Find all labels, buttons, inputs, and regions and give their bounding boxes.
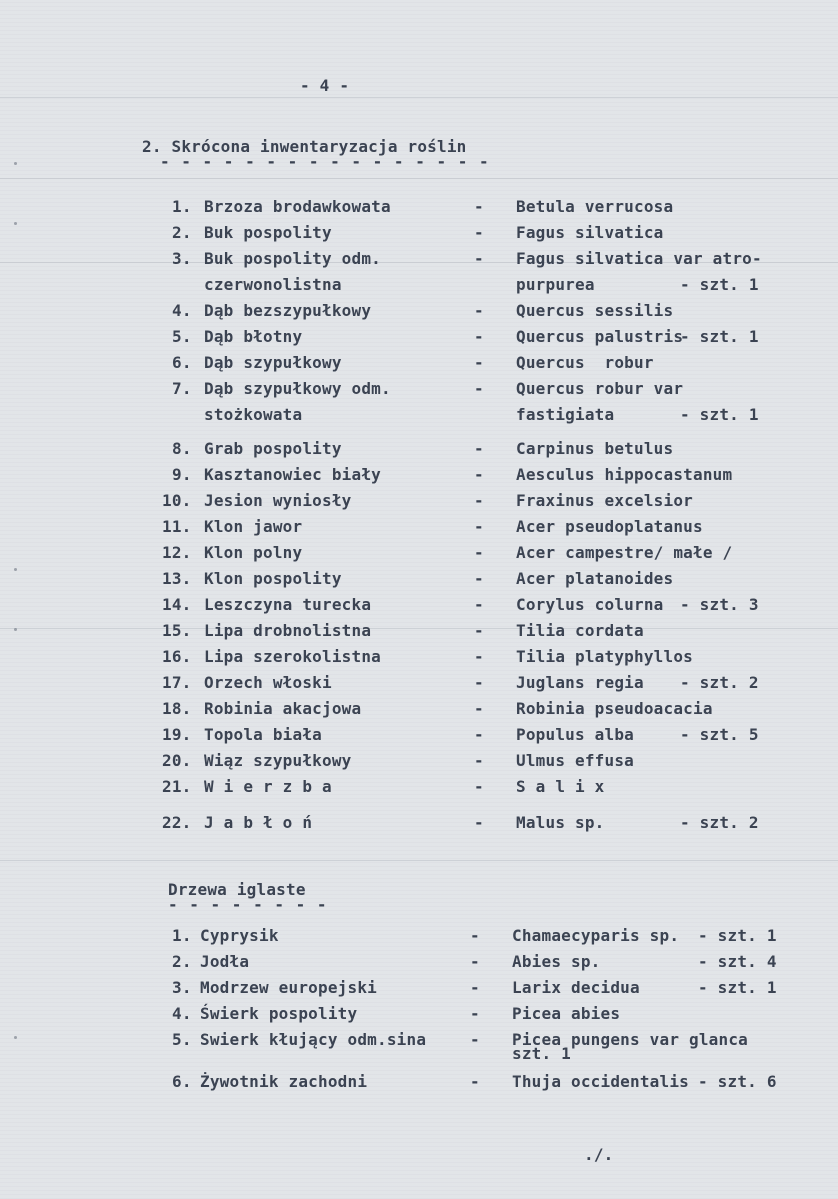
section-title-underline: - - - - - - - - - - - - - - - - xyxy=(160,152,490,171)
list-item-latin-name: Quercus sessilis xyxy=(516,301,674,320)
list-item-latin-name: Picea pungens var glanca xyxy=(512,1030,748,1049)
list-item-number: 1. xyxy=(172,926,192,945)
list-item-dash: - xyxy=(474,491,484,510)
list-item-polish-name: Buk pospolity xyxy=(204,223,332,242)
list-item-polish-name: J a b ł o ń xyxy=(204,813,313,832)
list-item-dash: - xyxy=(470,952,480,971)
list-item-latin-name: Acer platanoides xyxy=(516,569,674,588)
list-item-quantity: - szt. 1 xyxy=(680,405,759,424)
list-item-dash: - xyxy=(470,926,480,945)
list-item-latin-name: Fagus silvatica xyxy=(516,223,664,242)
list-item-latin-name: Carpinus betulus xyxy=(516,439,674,458)
list-item-polish-name: Klon pospolity xyxy=(204,569,342,588)
list-item-dash: - xyxy=(474,223,484,242)
list-item-dash: - xyxy=(474,543,484,562)
list-item-latin-name: Abies sp. xyxy=(512,952,601,971)
list-item-dash: - xyxy=(474,439,484,458)
list-item-polish-name: Żywotnik zachodni xyxy=(200,1072,368,1091)
list-item-latin-name: Quercus palustris xyxy=(516,327,684,346)
list-item-quantity: - szt. 2 xyxy=(680,813,759,832)
list-item-polish-name: Klon polny xyxy=(204,543,303,562)
list-item-quantity: - szt. 1 xyxy=(680,327,759,346)
list-item-quantity: - szt. 3 xyxy=(680,595,759,614)
list-item-polish-name: Lipa drobnolistna xyxy=(204,621,372,640)
list-item-dash: - xyxy=(474,353,484,372)
list-item-number: 7. xyxy=(172,379,192,398)
list-item-number: 16. xyxy=(162,647,192,666)
list-item-dash: - xyxy=(470,1030,480,1049)
list-item-polish-name: Leszczyna turecka xyxy=(204,595,372,614)
list-item-dash: - xyxy=(474,569,484,588)
list-item-number: 15. xyxy=(162,621,192,640)
list-item-dash: - xyxy=(474,813,484,832)
list-item-dash: - xyxy=(474,517,484,536)
list-item-number: 19. xyxy=(162,725,192,744)
list-item-dash: - xyxy=(474,197,484,216)
list-item-dash: - xyxy=(474,621,484,640)
list-item-number: 5. xyxy=(172,327,192,346)
list-item-dash: - xyxy=(474,249,484,268)
list-item-quantity: - szt. 5 xyxy=(680,725,759,744)
list-item-number: 9. xyxy=(172,465,192,484)
list-item-polish-name: Robinia akacjowa xyxy=(204,699,362,718)
list-item-number: 5. xyxy=(172,1030,192,1049)
list-item-latin-name: Aesculus hippocastanum xyxy=(516,465,733,484)
list-item-polish-name-cont: czerwonolistna xyxy=(204,275,342,294)
punch-mark xyxy=(14,628,17,631)
list-item-latin-name: Malus sp. xyxy=(516,813,605,832)
list-item-quantity: - szt. 1 xyxy=(680,275,759,294)
list-item-latin-name: Corylus colurna xyxy=(516,595,664,614)
punch-mark xyxy=(14,162,17,165)
list-item-quantity: - szt. 2 xyxy=(680,673,759,692)
list-item-polish-name: Klon jawor xyxy=(204,517,303,536)
list-item-number: 4. xyxy=(172,301,192,320)
fold-line xyxy=(0,97,838,98)
list-item-polish-name: Wiąz szypułkowy xyxy=(204,751,352,770)
list-item-latin-name: Betula verrucosa xyxy=(516,197,674,216)
list-item-dash: - xyxy=(474,301,484,320)
list-item-latin-name: Quercus robur xyxy=(516,353,654,372)
list-item-number: 8. xyxy=(172,439,192,458)
list-item-dash: - xyxy=(474,379,484,398)
list-item-dash: - xyxy=(474,595,484,614)
list-item-number: 6. xyxy=(172,353,192,372)
punch-mark xyxy=(14,1036,17,1039)
list-item-latin-name: Quercus robur var xyxy=(516,379,684,398)
list-item-latin-name: Larix decidua xyxy=(512,978,640,997)
list-item-number: 12. xyxy=(162,543,192,562)
conifers-heading-underline: - - - - - - - - xyxy=(168,895,328,914)
list-item-dash: - xyxy=(474,725,484,744)
list-item-latin-name: Picea abies xyxy=(512,1004,621,1023)
list-item-dash: - xyxy=(474,673,484,692)
list-item-latin-name: Robinia pseudoacacia xyxy=(516,699,713,718)
punch-mark xyxy=(14,568,17,571)
list-item-polish-name: Topola biała xyxy=(204,725,322,744)
list-item-number: 18. xyxy=(162,699,192,718)
list-item-number: 3. xyxy=(172,978,192,997)
list-item-polish-name: Jesion wyniosły xyxy=(204,491,352,510)
continuation-mark: ./. xyxy=(584,1145,614,1164)
list-item-polish-name: Kasztanowiec biały xyxy=(204,465,381,484)
list-item-number: 2. xyxy=(172,952,192,971)
list-item-number: 3. xyxy=(172,249,192,268)
list-item-polish-name: Modrzew europejski xyxy=(200,978,377,997)
list-item-polish-name: Orzech włoski xyxy=(204,673,332,692)
list-item-polish-name: Świerk pospolity xyxy=(200,1004,358,1023)
list-item-dash: - xyxy=(474,777,484,796)
list-item-latin-name: Chamaecyparis sp. xyxy=(512,926,680,945)
list-item-polish-name: Dąb błotny xyxy=(204,327,303,346)
list-item-quantity: - szt. 4 xyxy=(698,952,777,971)
list-item-polish-name: Buk pospolity odm. xyxy=(204,249,381,268)
list-item-number: 1. xyxy=(172,197,192,216)
section-title: 2. Skrócona inwentaryzacja roślin xyxy=(142,137,467,156)
list-item-latin-name: Tilia cordata xyxy=(516,621,644,640)
list-item-dash: - xyxy=(474,465,484,484)
list-item-quantity: - szt. 6 xyxy=(698,1072,777,1091)
list-item-number: 14. xyxy=(162,595,192,614)
list-item-latin-name-cont: szt. 1 xyxy=(512,1044,571,1063)
list-item-dash: - xyxy=(474,647,484,666)
list-item-latin-name: Populus alba xyxy=(516,725,634,744)
list-item-polish-name: Dąb bezszypułkowy xyxy=(204,301,372,320)
list-item-polish-name: Cyprysik xyxy=(200,926,279,945)
list-item-polish-name: W i e r z b a xyxy=(204,777,332,796)
list-item-polish-name-cont: stożkowata xyxy=(204,405,303,424)
list-item-latin-name: Thuja occidentalis xyxy=(512,1072,689,1091)
list-item-number: 10. xyxy=(162,491,192,510)
list-item-number: 20. xyxy=(162,751,192,770)
list-item-dash: - xyxy=(470,1072,480,1091)
list-item-quantity: - szt. 1 xyxy=(698,926,777,945)
list-item-latin-name: Juglans regia xyxy=(516,673,644,692)
list-item-latin-name: Ulmus effusa xyxy=(516,751,634,770)
list-item-number: 4. xyxy=(172,1004,192,1023)
page-number: - 4 - xyxy=(300,76,350,95)
list-item-dash: - xyxy=(474,327,484,346)
list-item-polish-name: Brzoza brodawkowata xyxy=(204,197,391,216)
list-item-latin-name: Fraxinus excelsior xyxy=(516,491,693,510)
fold-line xyxy=(0,860,838,861)
list-item-latin-name: Fagus silvatica var atro- xyxy=(516,249,762,268)
list-item-polish-name: Dąb szypułkowy xyxy=(204,353,342,372)
list-item-number: 6. xyxy=(172,1072,192,1091)
punch-mark xyxy=(14,222,17,225)
conifers-heading: Drzewa iglaste xyxy=(168,880,306,899)
list-item-latin-name: Tilia platyphyllos xyxy=(516,647,693,666)
list-item-polish-name: Dąb szypułkowy odm. xyxy=(204,379,391,398)
list-item-dash: - xyxy=(474,751,484,770)
list-item-dash: - xyxy=(470,978,480,997)
list-item-number: 17. xyxy=(162,673,192,692)
list-item-dash: - xyxy=(474,699,484,718)
list-item-number: 21. xyxy=(162,777,192,796)
list-item-polish-name: Lipa szerokolistna xyxy=(204,647,381,666)
list-item-quantity: - szt. 1 xyxy=(698,978,777,997)
list-item-polish-name: Jodła xyxy=(200,952,250,971)
fold-line xyxy=(0,178,838,179)
list-item-number: 13. xyxy=(162,569,192,588)
list-item-latin-name-cont: purpurea xyxy=(516,275,595,294)
list-item-dash: - xyxy=(470,1004,480,1023)
list-item-polish-name: Swierk kłujący odm.sina xyxy=(200,1030,427,1049)
list-item-latin-name: Acer pseudoplatanus xyxy=(516,517,703,536)
list-item-number: 22. xyxy=(162,813,192,832)
list-item-polish-name: Grab pospolity xyxy=(204,439,342,458)
list-item-latin-name-cont: fastigiata xyxy=(516,405,615,424)
list-item-latin-name: S a l i x xyxy=(516,777,605,796)
list-item-number: 11. xyxy=(162,517,192,536)
list-item-number: 2. xyxy=(172,223,192,242)
list-item-latin-name: Acer campestre/ małe / xyxy=(516,543,733,562)
fold-line xyxy=(0,628,838,629)
